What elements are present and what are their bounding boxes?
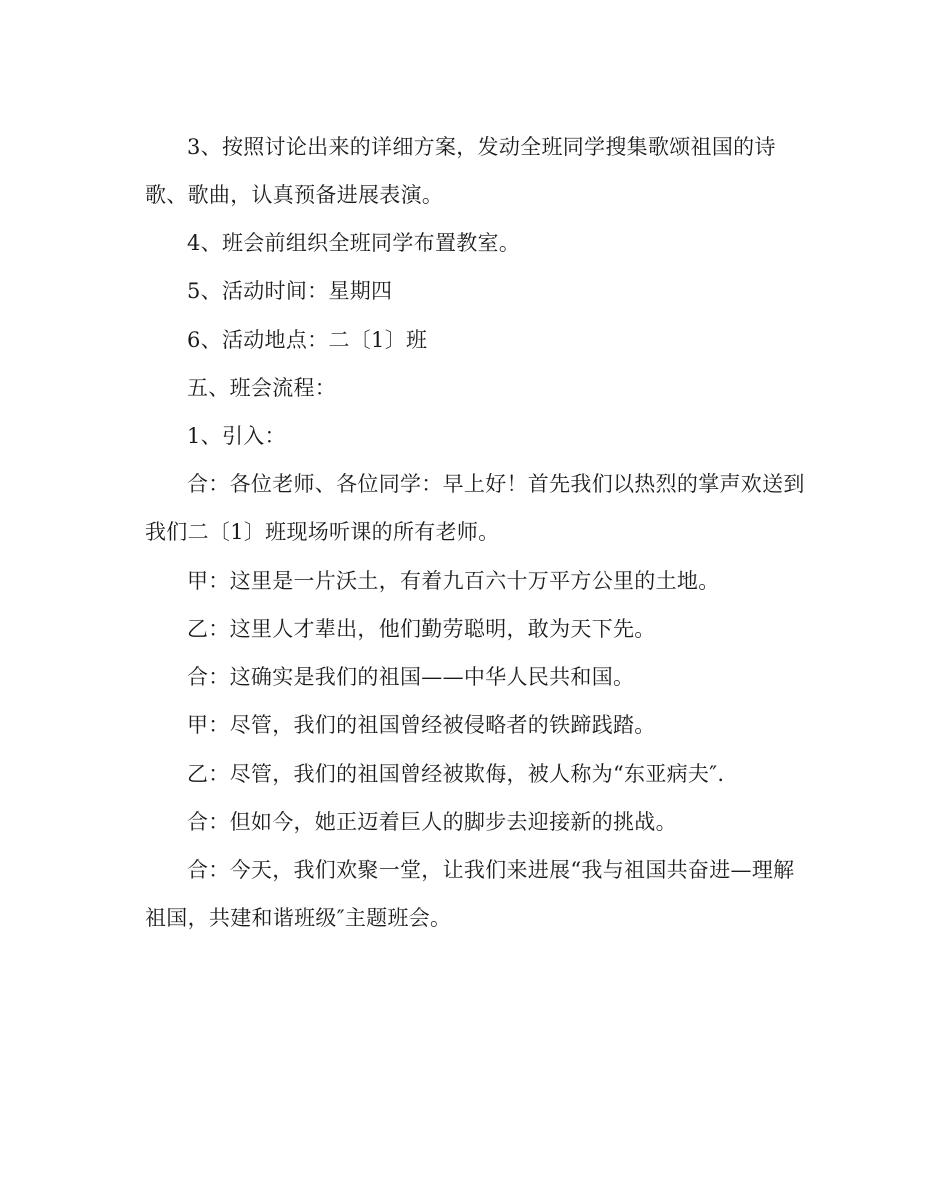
paragraph-line-he-3: 合：今天，我们欢聚一堂，让我们来进展“我与祖国共奋进—理解祖国，共建和谐班级″主题班会。 [145,858,795,930]
paragraph-activity-location: 6、活动地点：二〔1〕班 [187,328,428,352]
paragraph-preparation-4: 4、班会前组织全班同学布置教室。 [187,231,521,255]
subheading-introduction: 1、引入： [187,424,286,448]
paragraph-greeting: 合：各位老师、各位同学：早上好！首先我们以热烈的掌声欢送到我们二〔1〕班现场听课的所有老师。 [145,472,805,544]
paragraph-line-yi-2: 乙：尽管，我们的祖国曾经被欺侮，被人称为“东亚病夫″. [187,762,725,786]
paragraph-line-jia-2: 甲：尽管，我们的祖国曾经被侵略者的铁蹄践踏。 [187,713,656,737]
section-heading-procedure: 五、班会流程： [187,376,337,400]
paragraph-line-yi-1: 乙：这里人才辈出，他们勤劳聪明，敢为天下先。 [187,617,656,641]
paragraph-line-he-2: 合：但如今，她正迈着巨人的脚步去迎接新的挑战。 [187,810,677,834]
paragraph-line-jia-1: 甲：这里是一片沃土，有着九百六十万平方公里的土地。 [187,569,720,593]
paragraph-activity-time: 5、活动时间：星期四 [187,279,393,303]
paragraph-preparation-3: 3、按照讨论出来的详细方案，发动全班同学搜集歌颂祖国的诗歌、歌曲，认真预备进展表演。 [145,135,776,207]
paragraph-line-he-1: 合：这确实是我们的祖国——中华人民共和国。 [187,665,635,689]
